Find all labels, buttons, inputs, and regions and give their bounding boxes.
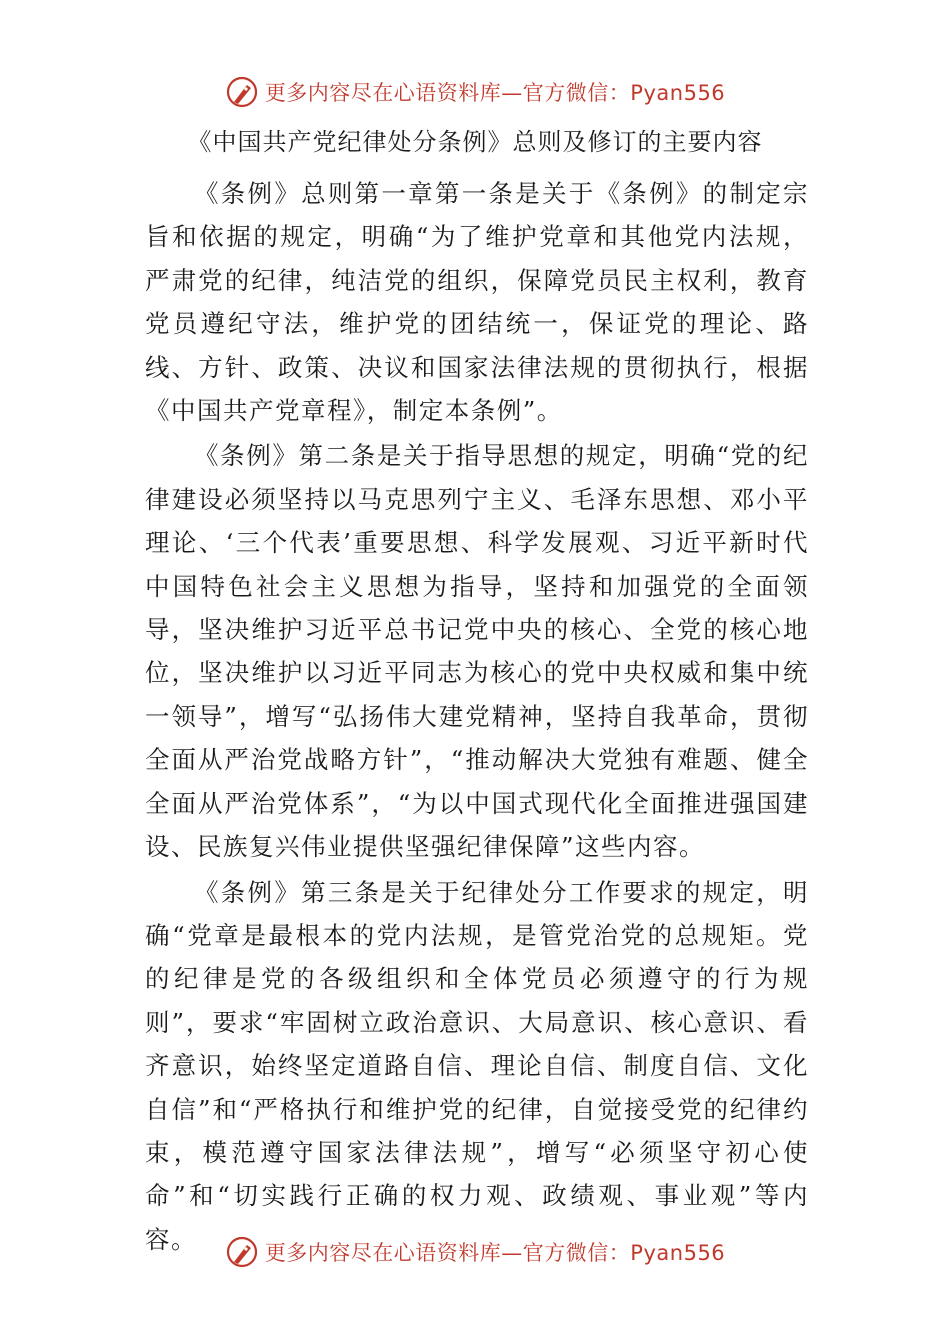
footer-watermark-text: 更多内容尽在心语资料库—官方微信：Pyan556 (264, 1241, 726, 1265)
pen-nib-logo-icon (225, 75, 259, 109)
document-body (145, 172, 809, 1263)
header-watermark (0, 72, 950, 112)
pen-nib-logo-icon (225, 1235, 259, 1269)
paragraph-article-3: 《条例》第三条是关于纪律处分工作要求的规定，明确“党章是最根本的党内法规，是管党治党的总规矩。党的纪律是党的各级组织和全体党员必须遵守的行为规则”，要求“牢固树立政治意识、大局意识、核心意识、看齐意识，始终坚定道路自信、理论自信、制度自信、文化自信”和“严格执行和维护党的纪律，自觉接受党的纪律约束，模范遵守国家法律法规”，增写“必须坚守初心使命”和“切实践行正确的权力观、政绩观、事业观”等内容。 (145, 877, 809, 1254)
header-watermark-text: 更多内容尽在心语资料库—官方微信：Pyan556 (264, 81, 726, 105)
document-title: 《中国共产党纪律处分条例》总则及修订的主要内容 (187, 128, 763, 156)
footer-watermark (0, 1232, 950, 1272)
paragraph-article-1: 《条例》总则第一章第一条是关于《条例》的制定宗旨和依据的规定，明确“为了维护党章和其他党内法规，严肃党的纪律，纯洁党的组织，保障党员民主权利，教育党员遵纪守法，维护党的团结统一，保证党的理论、路线、方针、政策、决议和国家法律法规的贯彻执行，根据《中国共产党章程》，制定本条例”。 (145, 179, 809, 426)
paragraph-article-2: 《条例》第二条是关于指导思想的规定，明确“党的纪律建设必须坚持以马克思列宁主义、毛泽东思想、邓小平理论、‘三个代表’重要思想、科学发展观、习近平新时代中国特色社会主义思想为指导，坚持和加强党的全面领导，坚决维护习近平总书记党中央的核心、全党的核心地位，坚决维护以习近平同志为核心的党中央权威和集中统一领导”，增写“弘扬伟大建党精神，坚持自我革命，贯彻全面从严治党战略方针”，“推动解决大党独有难题、健全全面从严治党体系”，“为以中国式现代化全面推进强国建设、民族复兴伟业提供坚强纪律保障”这些内容。 (145, 441, 809, 862)
